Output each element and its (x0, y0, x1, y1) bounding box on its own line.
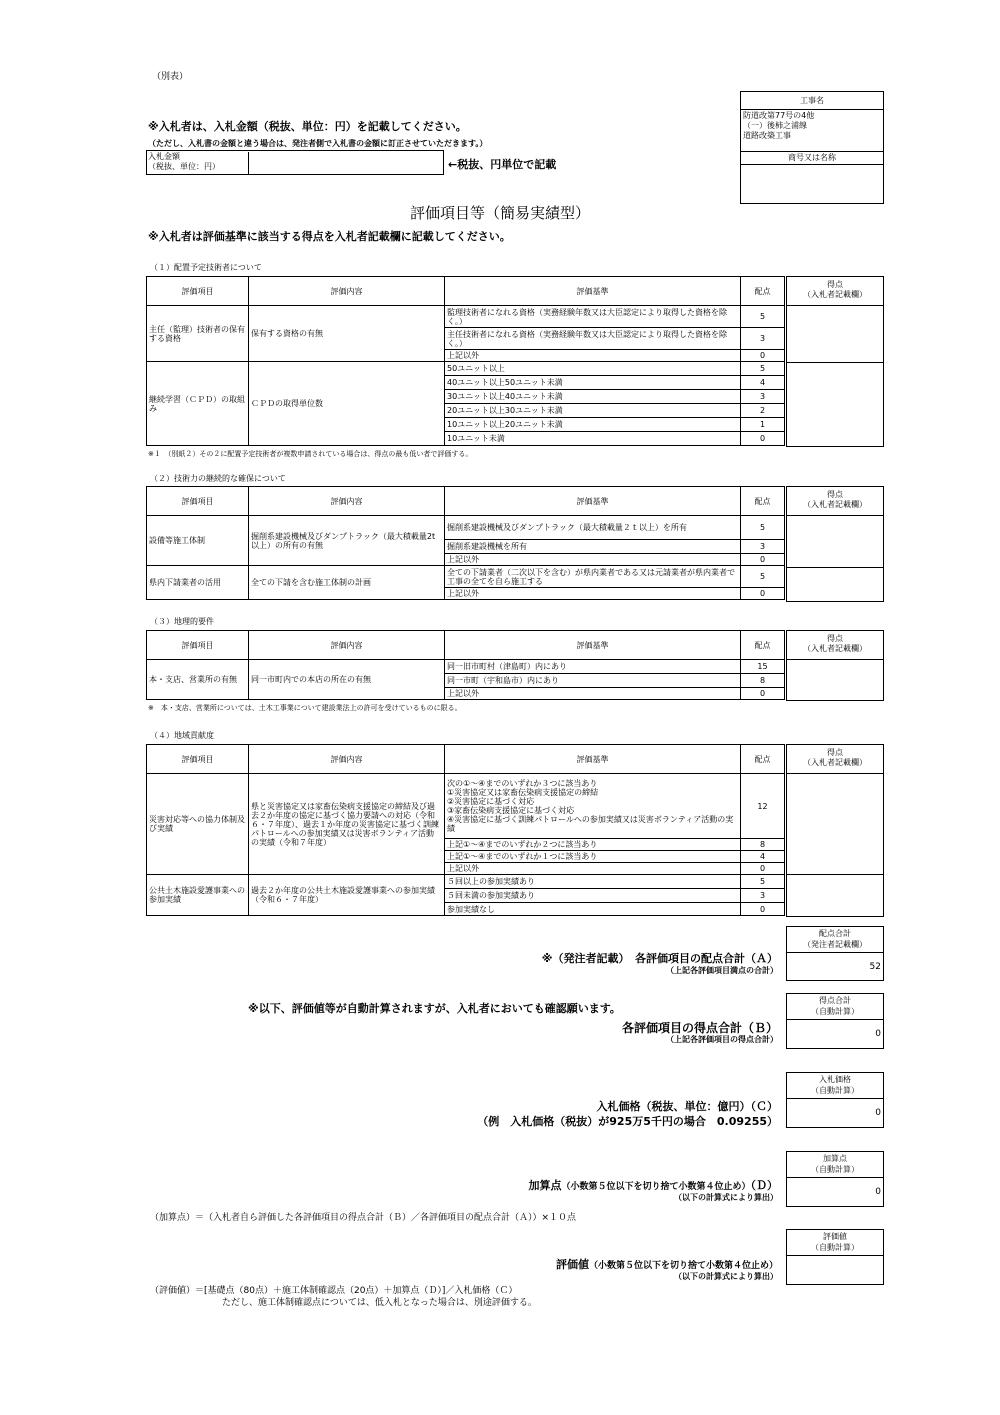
criteria-cell: 20ユニット以上30ユニット未満 (445, 404, 741, 418)
total-e-sub: （以下の計算式により算出） (674, 1272, 778, 1281)
score-input[interactable] (787, 363, 883, 447)
total-c-text: 入札価格（税抜、単位：億円）（Ｃ） (596, 1100, 778, 1113)
construction-box (740, 91, 884, 204)
criteria-cell: 同一旧市町村（津島町）内にあり (445, 660, 741, 674)
total-e-formula-note: ただし、施工体制確認点については、低入札となった場合は、別途評価する。 (222, 1298, 537, 1308)
points-cell: 8 (741, 839, 785, 851)
auto-notice: ※以下、評価値等が自動計算されますが、入札者においても確認願います。 (248, 1002, 621, 1015)
section1-title: （１）配置予定技術者について (150, 263, 262, 272)
construction-value (741, 110, 883, 152)
total-d-text-end: （Ｄ） (750, 1179, 778, 1192)
bid-amount-label (148, 152, 249, 175)
criteria-cell: 50ユニット以上 (445, 362, 741, 376)
criteria-cell: 同一市町（宇和島市）内にあり (445, 674, 741, 688)
score-header-line2: （入札者記載欄） (803, 290, 867, 299)
header-item: 評価項目 (147, 487, 249, 516)
item-cell: 継続学習（ＣＰＤ）の取組み (147, 362, 249, 446)
points-cell: 0 (741, 688, 785, 700)
criteria-cell: 上記以外 (445, 688, 741, 700)
total-b-sub: （上記各評価項目の得点合計） (666, 1035, 778, 1044)
total-c-box (786, 1072, 884, 1128)
total-b-text: 各評価項目の得点合計（Ｂ） (621, 1021, 778, 1035)
criteria-cell: 上記①～④までのいずれか１つに該当あり (445, 851, 741, 863)
criteria-cell: 掘削系建設機械及びダンプトラック（最大積載量２ｔ以上）を所有 (445, 516, 741, 540)
total-d-formula: （加算点）＝（入札者自ら評価した各評価項目の得点合計（Ｂ）／各評価項目の配点合計（Ａ））×１０点 (150, 1213, 577, 1223)
construction-line2: （一）後柿之浦線 (743, 121, 807, 130)
total-a-text: ※（発注者記載） 各評価項目の配点合計（Ａ） (541, 952, 778, 965)
total-e-label-line1: 評価値 (823, 1232, 847, 1241)
total-a-label (787, 927, 883, 953)
content-cell: ＣＰＤの取得単位数 (249, 362, 445, 446)
total-e-text (300, 1256, 778, 1272)
points-cell: 1 (741, 418, 785, 432)
points-cell: 4 (741, 376, 785, 390)
header-points: 配点 (741, 277, 785, 306)
item-cell: 主任（監理）技術者の保有する資格 (147, 306, 249, 362)
total-b-label (787, 994, 883, 1020)
total-b-label-line1: 得点合計 (819, 996, 851, 1005)
total-c-label-line1: 入札価格 (819, 1075, 851, 1084)
bid-amount-box (146, 150, 444, 175)
content-cell: 過去２か年度の公共土木施設愛護事業への参加実績（令和６・７年度） (249, 875, 445, 916)
header-content: 評価内容 (249, 631, 445, 660)
total-e-text-main: 評価値 (555, 1258, 589, 1271)
item-cell: 県内下請業者の活用 (147, 566, 249, 600)
bid-amount-label-line2: （税抜、単位：円） (148, 162, 220, 171)
section2-score-column (786, 486, 884, 602)
criteria-cell: 上記以外 (445, 863, 741, 875)
company-label: 商号又は名称 (741, 152, 883, 165)
score-header-line1: 得点 (827, 280, 843, 289)
points-cell: 15 (741, 660, 785, 674)
page-subtitle: ※入札者は評価基準に該当する得点を入札者記載欄に記載してください。 (148, 230, 511, 243)
item-cell: 本・支店、営業所の有無 (147, 660, 249, 700)
construction-line3: 道路改築工事 (743, 131, 791, 140)
total-a-sub: （上記各評価項目満点の合計） (666, 966, 778, 975)
criteria-cell: 次の①～④までのいずれか３つに該当あり ①災害協定又は家畜伝染病支援協定の締結 ②災害協定に基づく対応 ③家畜伝染病支援協定に基づく対応 ④災害協定に基づく訓練パトロールへの参加実績又は災害ボランティア活動の実績 (445, 774, 741, 839)
bid-amount-label-line1: 入札金額 (148, 152, 180, 161)
total-e-box (786, 1229, 884, 1285)
points-cell: 8 (741, 674, 785, 688)
criteria-cell: 主任技術者になれる資格（実務経験年数又は大臣認定により取得した資格を除く。） (445, 328, 741, 350)
bid-notice-sub: （ただし、入札書の金額と違う場合は、発注者側で入札書の金額に訂正させていただきます。） (148, 139, 488, 148)
points-cell: 12 (741, 774, 785, 839)
points-cell: 5 (741, 362, 785, 376)
points-cell: 5 (741, 566, 785, 588)
section3-score-column (786, 630, 884, 701)
header-content: 評価内容 (249, 487, 445, 516)
criteria-cell: 掘削系建設機械を所有 (445, 540, 741, 554)
total-e-text-small: （小数第５位以下を切り捨て小数第４位止め） (588, 1261, 778, 1271)
section1-score-column (786, 276, 884, 447)
header-points: 配点 (741, 631, 785, 660)
criteria-cell: 10ユニット未満 (445, 432, 741, 446)
header-points: 配点 (741, 745, 785, 774)
criteria-cell: 上記①～④までのいずれか２つに該当あり (445, 839, 741, 851)
points-cell: 3 (741, 390, 785, 404)
total-d-label-line2: （自動計算） (811, 1165, 859, 1174)
total-d-text (300, 1177, 778, 1193)
total-a-label-line2: （発注者記載欄） (803, 940, 867, 949)
points-cell: 3 (741, 889, 785, 903)
points-cell: 3 (741, 328, 785, 350)
company-input[interactable] (741, 165, 883, 203)
total-d-value: 0 (875, 1187, 881, 1197)
header-criteria: 評価基準 (445, 745, 741, 774)
score-header-line2: （入札者記載欄） (803, 758, 867, 767)
content-cell: 全ての下請を含む施工体制の計画 (249, 566, 445, 600)
total-c-sub: （例 入札価格（税抜）が925万5千円の場合 0.09255） (477, 1115, 778, 1128)
criteria-cell: 10ユニット以上20ユニット未満 (445, 418, 741, 432)
total-c-label (787, 1073, 883, 1099)
header-points: 配点 (741, 487, 785, 516)
total-d-text-main: 加算点 (528, 1179, 562, 1192)
score-input[interactable] (787, 516, 883, 568)
total-b-label-line2: （自動計算） (811, 1007, 859, 1016)
score-header-line2: （入札者記載欄） (803, 644, 867, 653)
points-cell: 5 (741, 875, 785, 889)
bid-amount-input[interactable] (249, 152, 441, 173)
score-header (787, 277, 883, 306)
item-cell: 設備等施工体制 (147, 516, 249, 566)
section1-table (146, 276, 785, 446)
points-cell: 0 (741, 903, 785, 916)
total-d-label (787, 1152, 883, 1178)
criteria-cell: 全ての下請業者（二次以下を含む）が県内業者である又は元請業者が県内業者で工事の全てを自ら施工する (445, 566, 741, 588)
total-e-formula: （評価値）＝[基礎点（80点）＋施工体制確認点（20点）＋加算点（Ｄ）]／入札価格（Ｃ） (150, 1286, 518, 1296)
header-criteria: 評価基準 (445, 487, 741, 516)
attachment-label: （別表） (152, 72, 189, 82)
section3-table (146, 630, 785, 700)
points-cell: 5 (741, 306, 785, 328)
points-cell: 4 (741, 851, 785, 863)
total-e-label-line2: （自動計算） (811, 1243, 859, 1252)
content-cell: 保有する資格の有無 (249, 306, 445, 362)
bid-notice: ※入札者は、入札金額（税抜、単位：円）を記載してください。 (148, 120, 467, 133)
section4-title: （４）地域貢献度 (150, 731, 214, 740)
score-header-line1: 得点 (827, 748, 843, 757)
points-cell: 0 (741, 588, 785, 600)
total-d-label-line1: 加算点 (823, 1154, 847, 1163)
points-cell: 0 (741, 554, 785, 566)
content-cell: 同一市町内での本店の所在の有無 (249, 660, 445, 700)
header-item: 評価項目 (147, 277, 249, 306)
header-criteria: 評価基準 (445, 277, 741, 306)
score-input[interactable] (787, 306, 883, 363)
header-item: 評価項目 (147, 631, 249, 660)
content-cell: 県と災害協定又は家畜伝染病支援協定の締結及び過去２か年度の協定に基づく協力要請への対応（令和６・７年度）、過去１か年度の災害協定に基づく訓練パトロールへの参加実績又は災害ボランティア活動の実績（令和７年度） (249, 774, 445, 875)
section4-score-column-2 (786, 875, 884, 917)
construction-label: 工事名 (741, 92, 883, 110)
section4-score-column (786, 744, 884, 875)
score-header-line1: 得点 (827, 634, 843, 643)
content-cell: 掘削系建設機械及びダンプトラック（最大積載量2t以上）の所有の有無 (249, 516, 445, 566)
criteria-cell: 40ユニット以上50ユニット未満 (445, 376, 741, 390)
total-d-sub: （以下の計算式により算出） (674, 1193, 778, 1202)
bid-amount-note: ←税抜、円単位で記載 (448, 158, 557, 171)
section3-title: （３）地理的要件 (150, 617, 214, 626)
header-item: 評価項目 (147, 745, 249, 774)
section3-note: ※ 本・支店、営業所については、土木工事業について建設業法上の許可を受けているものに限る。 (148, 704, 462, 712)
criteria-cell: 上記以外 (445, 350, 741, 362)
points-cell: 3 (741, 540, 785, 554)
construction-line1: 防道改第77号の4他 (743, 111, 815, 120)
points-cell: 0 (741, 863, 785, 875)
total-a-label-line1: 配点合計 (819, 929, 851, 938)
score-input[interactable] (787, 568, 883, 601)
criteria-cell: 30ユニット以上40ユニット未満 (445, 390, 741, 404)
header-content: 評価内容 (249, 277, 445, 306)
score-header (787, 487, 883, 516)
score-header-line1: 得点 (827, 490, 843, 499)
page-title: 評価項目等（簡易実績型） (409, 204, 590, 222)
criteria-cell: 監理技術者になれる資格（実務経験年数又は大臣認定により取得した資格を除く。） (445, 306, 741, 328)
score-header (787, 631, 883, 660)
criteria-cell: ５回以上の参加実績あり (445, 875, 741, 889)
score-input[interactable] (787, 660, 883, 699)
item-cell: 災害対応等への協力体制及び実績 (147, 774, 249, 875)
total-b-value: 0 (875, 1029, 881, 1039)
total-c-value: 0 (875, 1108, 881, 1118)
header-criteria: 評価基準 (445, 631, 741, 660)
total-a-box (786, 926, 884, 981)
criteria-cell: 上記以外 (445, 554, 741, 566)
header-content: 評価内容 (249, 745, 445, 774)
section2-table (146, 486, 785, 600)
score-header (787, 745, 883, 774)
section2-title: （２）技術力の継続的な確保について (150, 474, 286, 483)
section4-table (146, 744, 785, 916)
criteria-cell: 参加実績なし (445, 903, 741, 916)
total-a-value: 52 (869, 962, 881, 972)
section1-note: ※１ （別紙２）その２に配置予定技術者が複数申請されている場合は、得点の最も低い者で評価する。 (148, 450, 473, 458)
score-input[interactable] (787, 774, 883, 874)
score-header-line2: （入札者記載欄） (803, 500, 867, 509)
criteria-cell: 上記以外 (445, 588, 741, 600)
total-b-box (786, 993, 884, 1049)
points-cell: 0 (741, 350, 785, 362)
points-cell: 2 (741, 404, 785, 418)
points-cell: 5 (741, 516, 785, 540)
score-input[interactable] (787, 875, 883, 915)
item-cell: 公共土木施設愛護事業への参加実績 (147, 875, 249, 916)
criteria-cell: ５回未満の参加実績あり (445, 889, 741, 903)
total-e-label (787, 1230, 883, 1256)
total-d-text-small: （小数第５位以下を切り捨て小数第４位止め） (561, 1182, 751, 1192)
points-cell: 0 (741, 432, 785, 446)
total-c-label-line2: （自動計算） (811, 1086, 859, 1095)
total-d-box (786, 1151, 884, 1207)
